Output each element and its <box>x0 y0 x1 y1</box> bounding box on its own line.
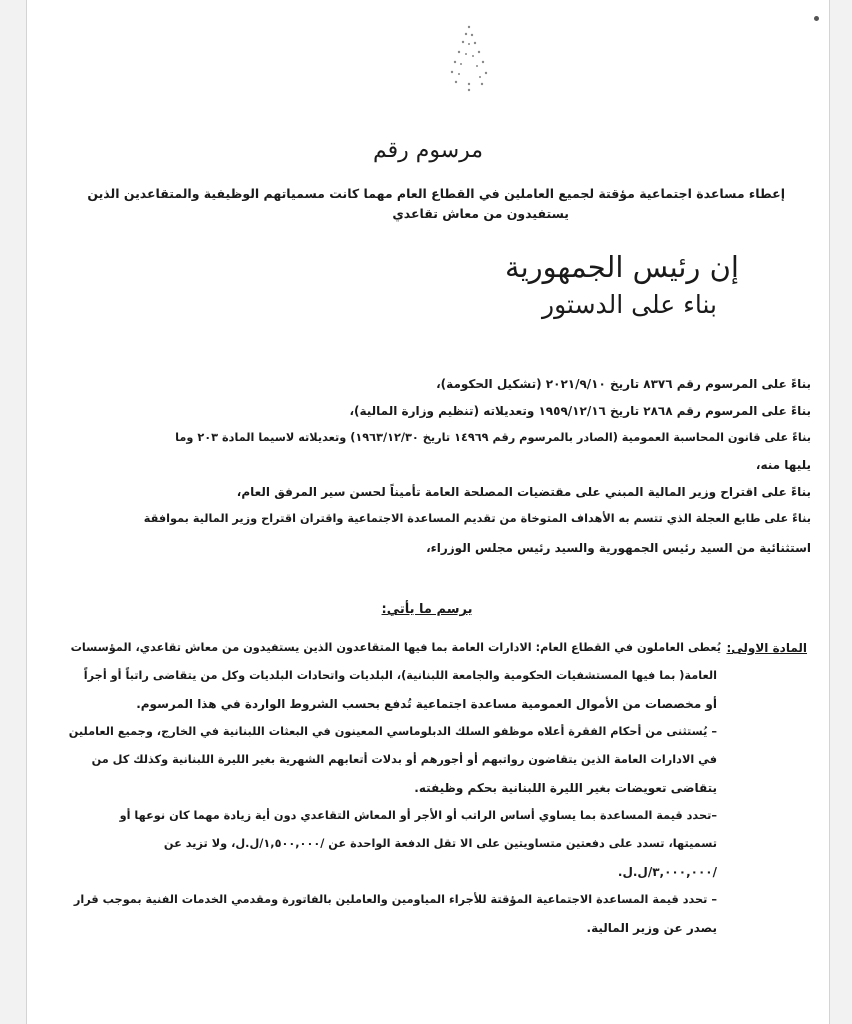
article-line: –تحدد قيمة المساعدة بما يساوي أساس الراتب أو الأجر أو المعاش التقاعدي دون أية زيادة مهما كان نوعها أو <box>119 809 717 822</box>
article-line: في الادارات العامة الذين يتقاضون رواتبهم أو أجورهم أو بدلات أتعابهم الشهرية بغير الليرة اللبنانية وكذلك كل من <box>91 753 717 766</box>
article-line: يُعطى العاملون في القطاع العام: الادارات العامة بما فيها المتقاعدون الذين يستفيدون من معاش تقاعدي، المؤسسات <box>70 641 721 654</box>
scan-dot <box>814 16 819 21</box>
article-line: /٣,٠٠٠,٠٠٠/ل.ل. <box>617 865 717 879</box>
article-line: يصدر عن وزير المالية. <box>586 921 717 935</box>
constitution-heading: بناء على الدستور <box>542 290 717 319</box>
article-line: – تحدد قيمة المساعدة الاجتماعية المؤقتة للأجراء المياومين والعاملين بالفاتورة ومقدمي الخدمات الفنية بموجب قرار <box>73 893 717 906</box>
article-label: المادة الاولى: <box>726 641 807 655</box>
document-page <box>26 0 830 1024</box>
preamble-line: بناءً على المرسوم رقم ٨٣٧٦ تاريخ ٢٠٢١/٩/١٠ (تشكيل الحكومة)، <box>436 377 811 391</box>
article-line: تسميتها، تسدد على دفعتين متساويتين على الا تقل الدفعة الواحدة عن /١,٥٠٠,٠٠٠/ل.ل، ولا تزيد عن <box>163 837 717 850</box>
decree-subject-line: يستفيدون من معاش تقاعدي <box>392 206 569 221</box>
article-line: أو مخصصات من الأموال العمومية مساعدة اجتماعية تُدفع بحسب الشروط الواردة في هذا المرسوم. <box>136 697 717 711</box>
article-line: العامة( بما فيها المستشفيات الحكومية والجامعة اللبنانية)، البلديات واتحادات البلديات وكل من يتقاضى راتباً أو أجراً <box>83 669 717 682</box>
decrees-header: يرسم ما يأتي: <box>381 602 473 617</box>
president-heading: إن رئيس الجمهورية <box>505 250 739 284</box>
decree-title: مرسوم رقم <box>372 138 484 163</box>
preamble-line: بناءً على طابع العجلة الذي تتسم به الأهداف المتوخاة من تقديم المساعدة الاجتماعية واقتران اقتراح وزير المالية بموافقة <box>143 512 811 525</box>
article-line: يتقاضى تعويضات بغير الليرة اللبنانية بحكم وظيفته. <box>414 781 717 795</box>
preamble-line: يليها منه، <box>755 458 811 472</box>
preamble-line: بناءً على اقتراح وزير المالية المبني على مقتضيات المصلحة العامة تأميناً لحسن سير المرفق العام، <box>236 485 811 499</box>
cedar-emblem-icon <box>439 22 499 92</box>
preamble-line: استثنائية من السيد رئيس الجمهورية والسيد رئيس مجلس الوزراء، <box>426 541 811 555</box>
preamble-line: بناءً على المرسوم رقم ٢٨٦٨ تاريخ ١٩٥٩/١٢/١٦ وتعديلاته (تنظيم وزارة المالية)، <box>349 404 811 418</box>
preamble-line: بناءً على قانون المحاسبة العمومية (الصادر بالمرسوم رقم ١٤٩٦٩ تاريخ ١٩٦٣/١٢/٣٠) وتعديلاته لاسيما المادة ٢٠٣ وما <box>175 431 811 444</box>
decree-subject-line: إعطاء مساعدة اجتماعية مؤقتة لجميع العاملين في القطاع العام مهما كانت مسمياتهم الوظيفية والمتقاعدين الذين <box>87 186 785 201</box>
article-line: – يُستثنى من أحكام الفقرة أعلاه موظفو السلك الدبلوماسي المعينون في البعثات اللبنانية في الخارج، وجميع العاملين <box>68 725 717 738</box>
